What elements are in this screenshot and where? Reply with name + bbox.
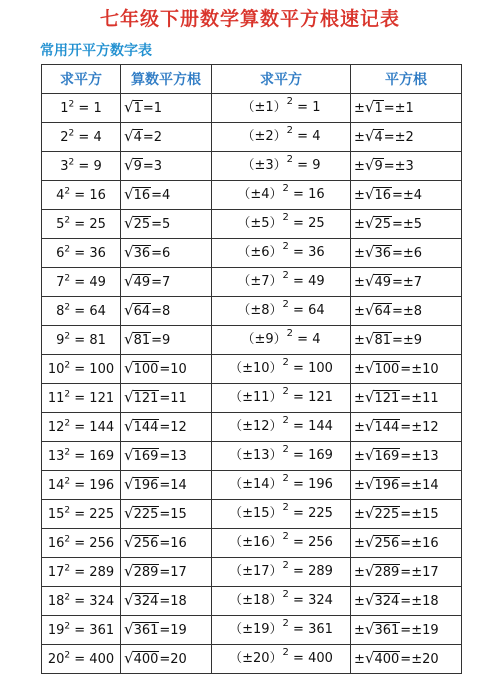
table-row [42,384,462,413]
radicand: 100 [374,362,400,377]
radicand: 400 [374,652,400,667]
cell-arithmetic-root: √169=13 [121,442,212,471]
cell-square-pm: $(\pm 14)^2 = 196$ [212,471,351,500]
radicand: 9 [133,159,142,174]
radical-icon: √ [124,359,134,377]
radical-icon: √ [364,562,375,580]
cell-square-root: ±√25=±5 [351,210,462,239]
exponent: 2 [64,563,71,574]
radical-icon: √ [124,185,134,203]
radical-icon: √ [364,330,375,348]
cell-square-root: ±√9=±3 [351,152,462,181]
radicand: 196 [374,478,400,493]
exponent: 2 [64,534,71,545]
cell-arithmetic-root: √361=19 [121,616,212,645]
header-square: 求平方 [42,65,121,94]
exponent: 2 [68,157,75,168]
cell-square: $4^2 = 16$ [42,181,121,210]
cell-arithmetic-root: √1=1 [121,94,212,123]
radicand: 169 [133,449,159,464]
exponent: 2 [64,505,71,516]
cell-square-root: ±√4=±2 [351,123,462,152]
cell-square-pm: $(\pm 10)^2 = 100$ [212,355,351,384]
radicand: 81 [133,333,151,348]
radical-icon: √ [364,620,375,638]
radicand: 121 [374,391,400,406]
cell-arithmetic-root: √25=5 [121,210,212,239]
cell-square-pm: $(\pm 9)^2 = 4$ [212,326,351,355]
cell-square-pm: $(\pm 19)^2 = 361$ [212,616,351,645]
cell-arithmetic-root: √49=7 [121,268,212,297]
cell-square: $16^2 = 256$ [42,529,121,558]
radicand: 361 [374,623,400,638]
cell-arithmetic-root: √289=17 [121,558,212,587]
cell-square: $15^2 = 225$ [42,500,121,529]
radical-icon: √ [364,127,375,145]
radical-icon: √ [124,475,134,493]
cell-square: $5^2 = 25$ [42,210,121,239]
radicand: 81 [374,333,392,348]
table-row [42,500,462,529]
cell-square-pm: $(\pm 16)^2 = 256$ [212,529,351,558]
exponent: 2 [64,592,71,603]
cell-square-root: ±√16=±4 [351,181,462,210]
cell-arithmetic-root: √9=3 [121,152,212,181]
radical-icon: √ [364,98,375,116]
radicand: 324 [133,594,159,609]
radical-icon: √ [364,533,375,551]
exponent: 2 [282,444,289,455]
radicand: 196 [133,478,159,493]
cell-arithmetic-root: √400=20 [121,645,212,674]
radicand: 4 [374,130,383,145]
cell-square: $7^2 = 49$ [42,268,121,297]
cell-square-pm: $(\pm 5)^2 = 25$ [212,210,351,239]
exponent: 2 [64,418,71,429]
cell-square: $13^2 = 169$ [42,442,121,471]
radical-icon: √ [364,591,375,609]
cell-square-root: ±√256=±16 [351,529,462,558]
radical-icon: √ [124,649,134,667]
cell-arithmetic-root: √36=6 [121,239,212,268]
exponent: 2 [68,99,75,110]
cell-square: $17^2 = 289$ [42,558,121,587]
radicand: 361 [133,623,159,638]
radicand: 256 [374,536,400,551]
table-row [42,645,462,674]
radical-icon: √ [124,504,134,522]
radicand: 1 [133,101,142,116]
radical-icon: √ [124,243,134,261]
table-row [42,616,462,645]
cell-square: $20^2 = 400$ [42,645,121,674]
exponent: 2 [64,447,71,458]
table-row [42,123,462,152]
radical-icon: √ [364,156,375,174]
cell-arithmetic-root: √64=8 [121,297,212,326]
cell-square-pm: $(\pm 17)^2 = 289$ [212,558,351,587]
radical-icon: √ [364,649,375,667]
table-row [42,210,462,239]
cell-square-root: ±√36=±6 [351,239,462,268]
cell-square-root: ±√196=±14 [351,471,462,500]
header-arithmetic-root: 算数平方根 [121,65,212,94]
radical-icon: √ [124,388,134,406]
cell-square-pm: $(\pm 11)^2 = 121$ [212,384,351,413]
cell-square-pm: $(\pm 13)^2 = 169$ [212,442,351,471]
radical-icon: √ [364,504,375,522]
cell-arithmetic-root: √256=16 [121,529,212,558]
cell-square-root: ±√81=±9 [351,326,462,355]
exponent: 2 [64,186,71,197]
radical-icon: √ [124,620,134,638]
radicand: 64 [374,304,392,319]
radicand: 144 [374,420,400,435]
exponent: 2 [286,154,294,165]
table-row [42,471,462,500]
exponent: 2 [282,241,289,252]
radicand: 64 [133,304,151,319]
radicand: 1 [374,101,383,116]
table-row [42,239,462,268]
header-square-pm: 求平方 [212,65,351,94]
table-row [42,529,462,558]
radical-icon: √ [124,417,134,435]
radical-icon: √ [364,214,375,232]
radicand: 36 [374,246,392,261]
table-row [42,268,462,297]
exponent: 2 [282,589,289,600]
table-row [42,297,462,326]
radical-icon: √ [124,272,134,290]
table-row [42,181,462,210]
cell-square: $11^2 = 121$ [42,384,121,413]
radicand: 9 [374,159,383,174]
exponent: 2 [282,531,289,542]
table-row [42,587,462,616]
table-subtitle: 常用开平方数字表 [40,43,152,59]
radicand: 36 [133,246,151,261]
radical-icon: √ [364,272,375,290]
cell-square-root: ±√400=±20 [351,645,462,674]
exponent: 2 [282,647,289,658]
radical-icon: √ [124,562,134,580]
radical-icon: √ [124,330,134,348]
cell-arithmetic-root: √144=12 [121,413,212,442]
exponent: 2 [282,473,289,484]
radicand: 289 [133,565,159,580]
cell-arithmetic-root: √225=15 [121,500,212,529]
radicand: 169 [374,449,400,464]
cell-arithmetic-root: √100=10 [121,355,212,384]
radical-icon: √ [364,446,375,464]
radicand: 289 [374,565,400,580]
cell-square-root: ±√169=±13 [351,442,462,471]
cell-square: $19^2 = 361$ [42,616,121,645]
cell-square-pm: $(\pm 4)^2 = 16$ [212,181,351,210]
exponent: 2 [68,128,75,139]
cell-square-root: ±√289=±17 [351,558,462,587]
radicand: 49 [374,275,392,290]
cell-square: $8^2 = 64$ [42,297,121,326]
radicand: 144 [133,420,159,435]
radical-icon: √ [124,156,134,174]
cell-square-pm: $(\pm 2)^2 = 4$ [212,123,351,152]
cell-square-root: ±√225=±15 [351,500,462,529]
table-row [42,94,462,123]
radicand: 4 [133,130,142,145]
exponent: 2 [282,502,289,513]
exponent: 2 [282,357,289,368]
page-title: 七年级下册数学算数平方根速记表 [99,8,400,30]
exponent: 2 [282,386,289,397]
exponent: 2 [64,302,71,313]
cell-square-pm: $(\pm 12)^2 = 144$ [212,413,351,442]
radicand: 25 [133,217,151,232]
cell-arithmetic-root: √196=14 [121,471,212,500]
table-header-row [42,65,462,94]
cell-square-pm: $(\pm 3)^2 = 9$ [212,152,351,181]
cell-square: $12^2 = 144$ [42,413,121,442]
cell-square-pm: $(\pm 8)^2 = 64$ [212,297,351,326]
cell-square-pm: $(\pm 7)^2 = 49$ [212,268,351,297]
cell-arithmetic-root: √121=11 [121,384,212,413]
cell-square: $3^2 = 9$ [42,152,121,181]
radical-icon: √ [364,185,375,203]
cell-square-root: ±√144=±12 [351,413,462,442]
radicand: 400 [133,652,159,667]
cell-square-root: ±√1=±1 [351,94,462,123]
radicand: 324 [374,594,400,609]
header-square-root: 平方根 [351,65,462,94]
exponent: 2 [282,183,289,194]
cell-square-root: ±√64=±8 [351,297,462,326]
radicand: 100 [133,362,159,377]
exponent: 2 [64,244,71,255]
radical-icon: √ [364,417,375,435]
exponent: 2 [282,212,289,223]
cell-square: $1^2 = 1$ [42,94,121,123]
radicand: 25 [374,217,392,232]
table-row [42,326,462,355]
table-body [42,94,462,674]
radicand: 256 [133,536,159,551]
cell-square-pm: $(\pm 1)^2 = 1$ [212,94,351,123]
cell-arithmetic-root: √16=4 [121,181,212,210]
radicand: 121 [133,391,159,406]
cell-square-root: ±√324=±18 [351,587,462,616]
radical-icon: √ [364,301,375,319]
radicand: 225 [374,507,400,522]
cell-square: $14^2 = 196$ [42,471,121,500]
exponent: 2 [64,650,71,661]
exponent: 2 [286,328,294,339]
cell-square-root: ±√121=±11 [351,384,462,413]
radical-icon: √ [124,591,134,609]
cell-arithmetic-root: √324=18 [121,587,212,616]
cell-square-pm: $(\pm 18)^2 = 324$ [212,587,351,616]
exponent: 2 [64,389,71,400]
table-row [42,442,462,471]
table-row [42,413,462,442]
table-row [42,152,462,181]
radical-icon: √ [364,475,375,493]
cell-square: $6^2 = 36$ [42,239,121,268]
radical-icon: √ [124,301,134,319]
cell-square-root: ±√361=±19 [351,616,462,645]
exponent: 2 [282,270,289,281]
table-row [42,558,462,587]
radicand: 16 [374,188,392,203]
exponent: 2 [282,415,289,426]
cell-square-root: ±√100=±10 [351,355,462,384]
cell-square-pm: $(\pm 20)^2 = 400$ [212,645,351,674]
table-row [42,355,462,384]
cell-arithmetic-root: √81=9 [121,326,212,355]
cell-square-pm: $(\pm 6)^2 = 36$ [212,239,351,268]
exponent: 2 [64,215,71,226]
exponent: 2 [64,331,71,342]
radical-icon: √ [124,98,134,116]
exponent: 2 [64,273,71,284]
radical-icon: √ [124,533,134,551]
radicand: 225 [133,507,159,522]
exponent: 2 [286,125,294,136]
exponent: 2 [64,360,71,371]
radicand: 16 [133,188,151,203]
cell-square: $2^2 = 4$ [42,123,121,152]
radical-icon: √ [124,446,134,464]
radical-icon: √ [364,359,375,377]
radical-icon: √ [364,388,375,406]
exponent: 2 [286,96,294,107]
radicand: 49 [133,275,151,290]
cell-square: $18^2 = 324$ [42,587,121,616]
cell-arithmetic-root: √4=2 [121,123,212,152]
cell-square-root: ±√49=±7 [351,268,462,297]
exponent: 2 [64,621,71,632]
square-root-table [41,64,462,674]
radical-icon: √ [364,243,375,261]
exponent: 2 [282,618,289,629]
exponent: 2 [282,560,289,571]
exponent: 2 [282,299,289,310]
radical-icon: √ [124,127,134,145]
radical-icon: √ [124,214,134,232]
cell-square: $9^2 = 81$ [42,326,121,355]
cell-square: $10^2 = 100$ [42,355,121,384]
exponent: 2 [64,476,71,487]
cell-square-pm: $(\pm 15)^2 = 225$ [212,500,351,529]
